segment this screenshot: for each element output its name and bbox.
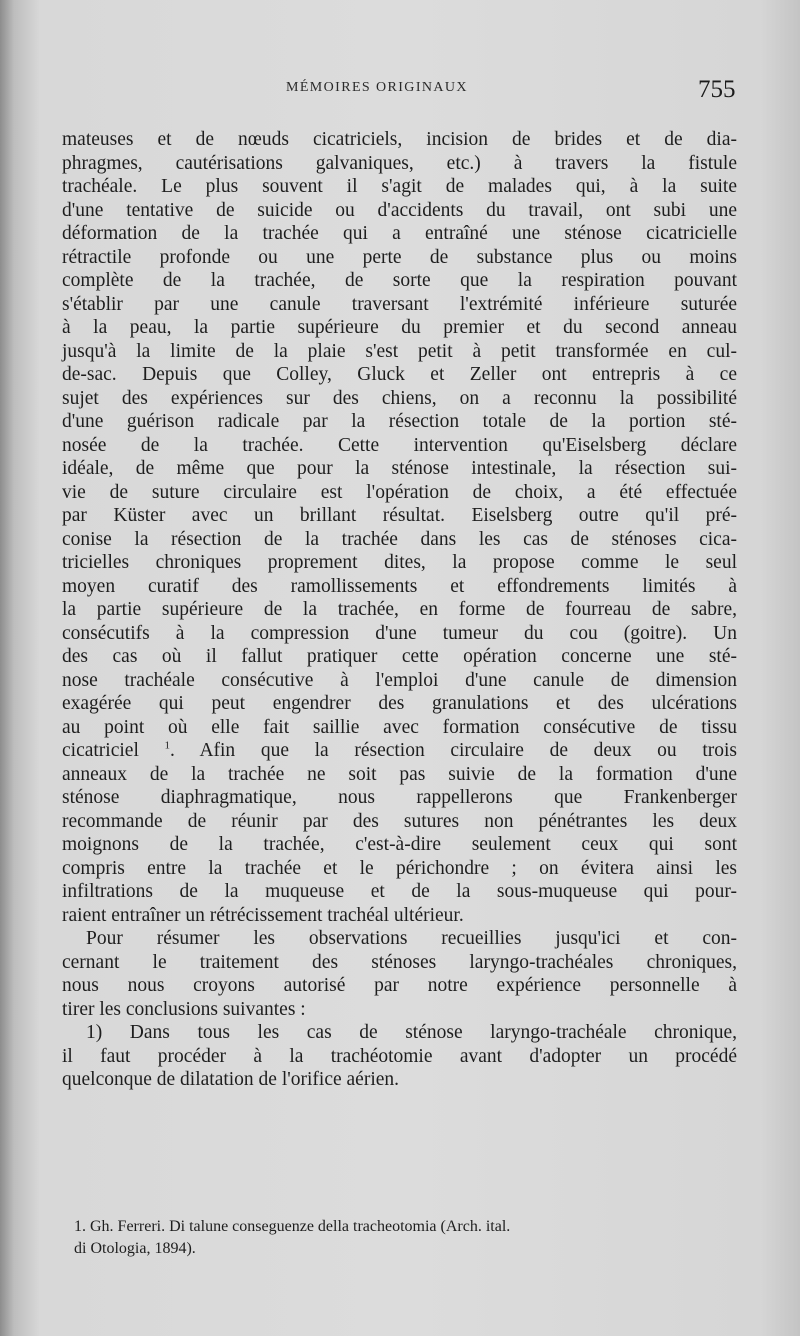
text-line: par Küster avec un brillant résultat. Eiselsberg outre qu'il pré- [62, 505, 737, 526]
text-line: tricielles chroniques proprement dites, la propose comme le seul [62, 552, 737, 573]
text-line: raient entraîner un rétrécissement trachéal ultérieur. [62, 904, 464, 926]
text-line: Pour résumer les observations recueillies jusqu'ici et con- [86, 928, 737, 949]
paragraph-3-lines [62, 1021, 737, 1068]
text-line: exagérée qui peut engendrer des granulations et des ulcérations [62, 693, 737, 714]
body-text [62, 128, 737, 1092]
footnote-line: di Otologia, 1894). [74, 1240, 196, 1257]
text-line: infiltrations de la muqueuse et de la sous-muqueuse qui pour- [62, 881, 737, 902]
text-line: au point où elle fait saillie avec formation consécutive de tissu [62, 716, 737, 738]
text-line: recommande de réunir par des sutures non pénétrantes les deux [62, 810, 737, 832]
text-line: nous nous croyons autorisé par notre expérience personnelle à [62, 975, 737, 996]
text-line: jusqu'à la limite de la plaie s'est petit à petit transformée en cul- [62, 340, 737, 362]
text-line: quelconque de dilatation de l'orifice aérien. [62, 1069, 400, 1090]
text-line: compris entre la trachée et le périchondre ; on évitera ainsi les [62, 857, 737, 879]
text-line: 1) Dans tous les cas de sténose laryngo-trachéale chronique, [86, 1022, 737, 1043]
page-number: 755 [698, 76, 736, 103]
text-line: la partie supérieure de la trachée, en forme de fourreau de sabre, [62, 599, 737, 620]
text-line: consécutifs à la compression d'une tumeur du cou (goitre). Un [62, 622, 737, 644]
text-line: moignons de la trachée, c'est-à-dire seulement ceux qui sont [62, 834, 737, 855]
text-line: des cas où il fallut pratiquer cette opération concerne une sté- [62, 646, 737, 667]
text-line: conise la résection de la trachée dans les cas de sténoses cica- [62, 528, 737, 550]
text-line: déformation de la trachée qui a entraîné une sténose cicatricielle [62, 223, 737, 244]
text-line: nose trachéale consécutive à l'emploi d'une canule de dimension [62, 669, 737, 691]
running-title: MÉMOIRES ORIGINAUX [286, 80, 468, 95]
text-line: d'une tentative de suicide ou d'accidents du travail, ont subi une [62, 199, 737, 221]
text-line: anneaux de la trachée ne soit pas suivie de la formation d'une [62, 763, 737, 785]
text-line: moyen curatif des ramollissements et effondrements limités à [62, 575, 737, 597]
footnote [74, 1216, 754, 1260]
page-header [0, 78, 800, 108]
footnote-reference: 1 [164, 739, 170, 752]
text-fragment: . Afin que la résection circulaire de deux ou trois [170, 740, 737, 761]
footnote-line: 1. Gh. Ferreri. Di talune conseguenze della tracheotomia (Arch. ital. [74, 1218, 511, 1235]
text-line: s'établir par une canule traversant l'extrémité inférieure suturée [62, 293, 737, 315]
text-line: trachéale. Le plus souvent il s'agit de malades qui, à la suite [62, 176, 737, 197]
text-line: tirer les conclusions suivantes : [62, 998, 306, 1020]
paragraph-1-continued [62, 763, 737, 904]
text-line: cernant le traitement des sténoses laryngo-trachéales chroniques, [62, 951, 737, 973]
text-line: à la peau, la partie supérieure du premier et du second anneau [62, 317, 737, 338]
text-fragment: cicatriciel [62, 740, 165, 761]
text-line: il faut procéder à la trachéotomie avant d'adopter un procédé [62, 1045, 737, 1067]
text-line: nosée de la trachée. Cette intervention qu'Eiselsberg déclare [62, 434, 737, 456]
text-line: mateuses et de nœuds cicatriciels, incision de brides et de dia- [62, 129, 737, 150]
text-line: phragmes, cautérisations galvaniques, etc.) à travers la fistule [62, 152, 737, 174]
text-line: d'une guérison radicale par la résection totale de la portion sté- [62, 411, 737, 432]
text-line: vie de suture circulaire est l'opération de choix, a été effectuée [62, 481, 737, 503]
text-line: idéale, de même que pour la sténose intestinale, la résection sui- [62, 458, 737, 479]
text-line: sujet des expériences sur des chiens, on a reconnu la possibilité [62, 387, 737, 409]
text-line: rétractile profonde ou une perte de substance plus ou moins [62, 246, 737, 268]
text-line: de-sac. Depuis que Colley, Gluck et Zeller ont entrepris à ce [62, 364, 737, 385]
text-line: complète de la trachée, de sorte que la respiration pouvant [62, 270, 737, 291]
paragraph-1-lines [62, 128, 737, 739]
text-line-footnote-ref [62, 739, 737, 763]
text-line: sténose diaphragmatique, nous rappellerons que Frankenberger [62, 787, 737, 808]
paragraph-2-lines [62, 927, 737, 998]
